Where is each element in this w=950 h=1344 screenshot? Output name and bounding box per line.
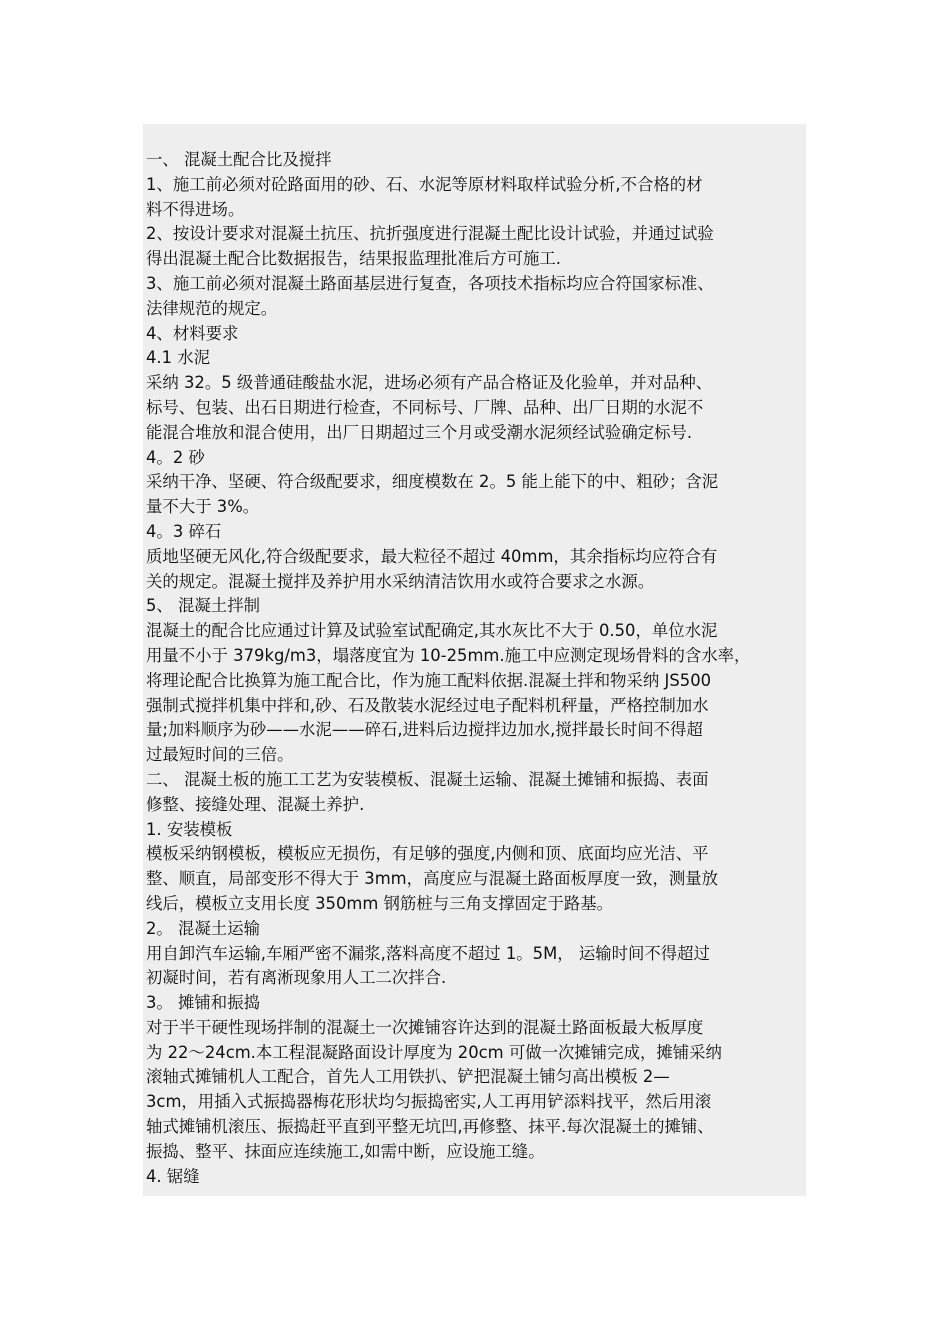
subsection-heading: 4。2 砂 — [146, 447, 205, 467]
paragraph-line: 过最短时间的三倍。 — [146, 745, 294, 765]
subsection-heading: 4、材料要求 — [146, 323, 239, 343]
paragraph-line: 量不大于 3%。 — [146, 497, 260, 517]
subsection-heading: 4. 锯缝 — [146, 1166, 200, 1186]
paragraph-line: 3cm，用插入式振捣器梅花形状均匀振捣密实,人工再用铲添料找平，然后用滚 — [146, 1092, 712, 1112]
document-body — [146, 148, 806, 1189]
paragraph-line: 振捣、整平、抹面应连续施工,如需中断，应设施工缝。 — [146, 1141, 545, 1161]
paragraph-line: 用自卸汽车运输,车厢严密不漏浆,落料高度不超过 1。5M， 运输时间不得超过 — [146, 943, 710, 963]
paragraph-line: 关的规定。混凝土搅拌及养护用水采纳清洁饮用水或符合要求之水源。 — [146, 571, 655, 591]
paragraph-line: 初凝时间，若有离淅现象用人工二次拌合. — [146, 968, 447, 988]
paragraph-line: 轴式摊铺机滚压、振捣赶平直到平整无坑凹,再修整、抹平.每次混凝土的摊铺、 — [146, 1117, 714, 1137]
paragraph-line: 能混合堆放和混合使用，出厂日期超过三个月或受潮水泥须经试验确定标号. — [146, 422, 693, 442]
paragraph-line: 模板采纳钢模板，模板应无损伤，有足够的强度,内侧和顶、底面均应光洁、平 — [146, 844, 709, 864]
section-heading: 二、 混凝土板的施工工艺为安装模板、混凝土运输、混凝土摊铺和振捣、表面 — [146, 769, 709, 789]
paragraph-line: 强制式搅拌机集中拌和,砂、石及散装水泥经过电子配料机秤量，严格控制加水 — [146, 695, 709, 715]
subsection-heading: 5、 混凝土拌制 — [146, 596, 260, 616]
paragraph-line: 料不得进场。 — [146, 199, 245, 219]
paragraph-line: 采纳干净、坚硬、符合级配要求，细度模数在 2。5 能上能下的中、粗砂；含泥 — [146, 472, 719, 492]
paragraph-line: 标号、包装、出石日期进行检查，不同标号、厂牌、品种、出厂日期的水泥不 — [146, 397, 704, 417]
paragraph-line: 1、施工前必须对砼路面用的砂、石、水泥等原材料取样试验分析,不合格的材 — [146, 174, 703, 194]
subsection-heading: 3。 摊铺和振捣 — [146, 993, 260, 1013]
section-heading: 一、 混凝土配合比及搅拌 — [146, 150, 332, 169]
subsection-heading: 4.1 水泥 — [146, 348, 211, 368]
paragraph-line: 得出混凝土配合比数据报告，结果报监理批准后方可施工. — [146, 249, 561, 269]
paragraph-line: 滚轴式摊铺机人工配合，首先人工用铁扒、铲把混凝土铺匀高出模板 2— — [146, 1067, 670, 1087]
paragraph-line: 对于半干硬性现场拌制的混凝土一次摊铺容许达到的混凝土路面板最大板厚度 — [146, 1017, 704, 1037]
paragraph-line: 质地坚硬无风化,符合级配要求，最大粒径不超过 40mm，其余指标均应符合有 — [146, 546, 718, 566]
paragraph-line: 混凝土的配合比应通过计算及试验室试配确定,其水灰比不大于 0.50，单位水泥 — [146, 621, 718, 641]
paragraph-line: 用量不小于 379kg/m3，塌落度宜为 10-25mm.施工中应测定现场骨料的含水率， — [146, 645, 751, 665]
paragraph-line: 法律规范的规定。 — [146, 298, 278, 318]
paragraph-line: 线后，模板立支用长度 350mm 钢筋桩与三角支撑固定于路基。 — [146, 893, 614, 913]
paragraph-line: 3、施工前必须对混凝土路面基层进行复查，各项技术指标均应合符国家标准、 — [146, 273, 714, 293]
paragraph-line: 整、顺直，局部变形不得大于 3mm，高度应与混凝土路面板厚度一致，测量放 — [146, 869, 719, 889]
paragraph-line: 为 22～24cm.本工程混凝路面设计厚度为 20cm 可做一次摊铺完成，摊铺采纳 — [146, 1042, 722, 1062]
subsection-heading: 4。3 碎石 — [146, 521, 222, 541]
paragraph-line: 将理论配合比换算为施工配合比，作为施工配料依据.混凝土拌和物采纳 JS500 — [146, 670, 712, 690]
subsection-heading: 1. 安装模板 — [146, 819, 233, 839]
paragraph-line: 修整、接缝处理、混凝土养护. — [146, 794, 365, 814]
document-page — [143, 124, 806, 1196]
paragraph-line: 量;加料顺序为砂——水泥——碎石,进料后边搅拌边加水,搅拌最长时间不得超 — [146, 720, 703, 740]
subsection-heading: 2。 混凝土运输 — [146, 918, 260, 938]
paragraph-line: 2、按设计要求对混凝土抗压、抗折强度进行混凝土配比设计试验，并通过试验 — [146, 224, 714, 244]
paragraph-line: 采纳 32。5 级普通硅酸盐水泥，进场必须有产品合格证及化验单，并对品种、 — [146, 373, 713, 393]
